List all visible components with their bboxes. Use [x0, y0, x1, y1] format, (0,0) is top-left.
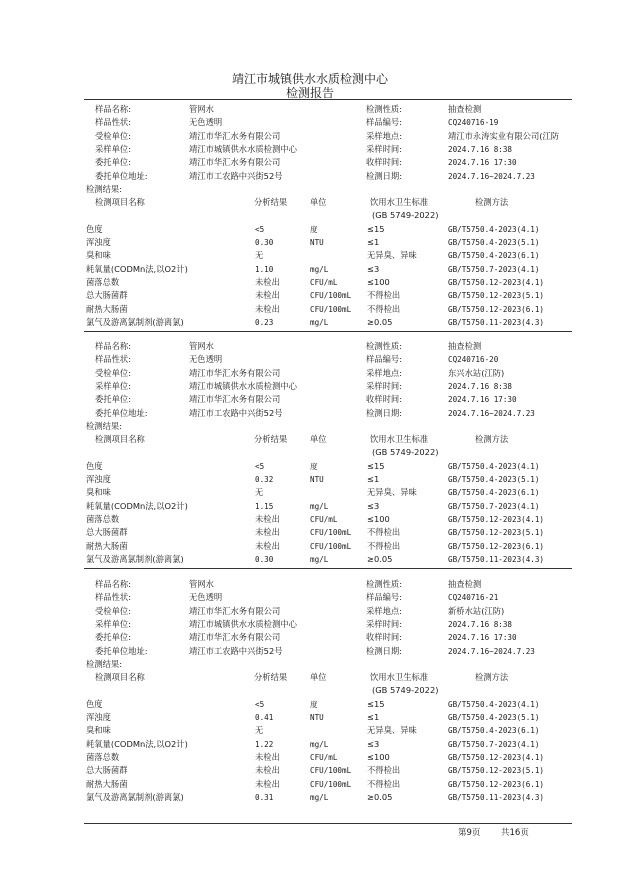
- info-value: 靖江市工农路中兴街52号: [189, 645, 283, 656]
- info-value: 新桥水站(江防): [448, 605, 505, 616]
- table-row: [0, 526, 620, 539]
- cell-item: 总大肠菌群: [86, 290, 128, 301]
- cell-result: 未检出: [255, 303, 280, 314]
- column-header-row: [0, 671, 620, 684]
- table-row: [0, 764, 620, 777]
- info-label: 收样时间:: [366, 394, 402, 405]
- cell-unit: mg/L: [310, 264, 329, 274]
- cell-unit: 度: [310, 461, 318, 471]
- cell-standard: ≥0.05: [367, 553, 393, 564]
- column-header-row-2: [0, 684, 620, 697]
- block-divider: [84, 331, 572, 332]
- cell-result: 0.41: [255, 713, 274, 722]
- info-row-sampler: [0, 143, 620, 156]
- info-value: 无色透明: [189, 354, 223, 365]
- results-label: 检测结果:: [86, 420, 122, 431]
- cell-method: GB/T5750.4-2023(5.1): [448, 238, 540, 247]
- info-label: 采样单位:: [95, 380, 131, 391]
- table-row: [0, 513, 620, 526]
- info-row-client: [0, 631, 620, 644]
- bottom-divider: [84, 823, 572, 824]
- info-value: 2024.7.16~2024.7.23: [448, 408, 535, 418]
- info-row-sample-name: [0, 578, 620, 591]
- info-label: 采样单位:: [95, 143, 131, 154]
- results-label-row: [0, 183, 620, 196]
- cell-method: GB/T5750.4-2023(6.1): [448, 726, 540, 736]
- results-label-row: [0, 658, 620, 671]
- info-label: 委托单位地址:: [95, 170, 148, 181]
- cell-result: 1.15: [255, 501, 274, 511]
- cell-result: 无: [255, 725, 264, 736]
- cell-item: 总大肠菌群: [86, 527, 128, 538]
- info-label: 采样时间:: [366, 618, 402, 629]
- cell-standard: 无异臭、异味: [367, 725, 417, 736]
- info-row-sample-state: [0, 353, 620, 366]
- cell-method: GB/T5750.12-2023(6.1): [448, 304, 545, 314]
- cell-standard: 不得检出: [367, 290, 401, 301]
- cell-result: 未检出: [255, 527, 280, 538]
- results-label: 检测结果:: [86, 658, 122, 669]
- cell-result: 1.22: [255, 739, 274, 749]
- column-header-standard: 饮用水卫生标准: [370, 197, 429, 208]
- cell-item: 色度: [86, 223, 103, 234]
- table-row: [0, 316, 620, 329]
- column-header-row: [0, 196, 620, 209]
- info-row-receiver: [0, 367, 620, 380]
- info-value: 2024.7.16 8:38: [448, 619, 513, 629]
- cell-standard: 无异臭、异味: [367, 250, 417, 261]
- info-label: 样品编号:: [366, 117, 402, 128]
- cell-item: 菌落总数: [86, 513, 120, 524]
- cell-result: 未检出: [255, 751, 280, 762]
- column-header-unit: 单位: [310, 197, 327, 208]
- cell-result: 0.31: [255, 792, 274, 802]
- column-header-result: 分析结果: [254, 197, 288, 208]
- column-header-standard-code: (GB 5749-2022): [372, 447, 439, 458]
- cell-unit: NTU: [310, 713, 324, 722]
- info-label: 样品编号:: [366, 354, 402, 365]
- info-value: 靖江市华汇水务有限公司: [189, 632, 281, 643]
- cell-unit: CFU/100mL: [310, 766, 352, 776]
- top-divider: [84, 99, 572, 100]
- table-row: [0, 698, 620, 711]
- cell-item: 耗氧量(CODMn法,以O2计): [86, 500, 188, 511]
- column-header-item: 检测项目名称: [95, 672, 145, 683]
- report-subtitle: 检测报告: [285, 86, 334, 100]
- table-row: [0, 540, 620, 553]
- cell-result: 0.23: [255, 317, 274, 327]
- info-value: 靖江市城镇供水水质检测中心: [189, 618, 297, 629]
- info-row-sample-name: [0, 340, 620, 353]
- info-row-client: [0, 156, 620, 169]
- cell-result: 1.10: [255, 264, 274, 274]
- table-row: [0, 711, 620, 724]
- cell-standard: 不得检出: [367, 765, 401, 776]
- info-value: 靖江市城镇供水水质检测中心: [189, 380, 297, 391]
- cell-standard: ≤1: [367, 474, 380, 484]
- cell-result: <5: [255, 699, 265, 709]
- cell-result: 未检出: [255, 276, 280, 287]
- info-label: 检测日期:: [366, 407, 402, 418]
- cell-method: GB/T5750.4-2023(4.1): [448, 461, 540, 471]
- column-header-result: 分析结果: [254, 672, 288, 683]
- column-header-result: 分析结果: [254, 434, 288, 445]
- table-row: [0, 738, 620, 751]
- column-header-unit: 单位: [310, 434, 327, 445]
- column-header-method: 检测方法: [475, 672, 509, 683]
- info-value: 靖江市工农路中兴街52号: [189, 170, 283, 181]
- cell-standard: 不得检出: [367, 540, 401, 551]
- column-header-row: [0, 433, 620, 446]
- page-total: 共16页: [501, 828, 529, 838]
- info-row-sample-state: [0, 116, 620, 129]
- cell-item: 耗氧量(CODMn法,以O2计): [86, 738, 188, 749]
- info-label: 收样时间:: [366, 632, 402, 643]
- block-divider: [84, 568, 572, 569]
- column-header-standard-code: (GB 5749-2022): [372, 685, 439, 696]
- cell-item: 浑浊度: [86, 237, 111, 247]
- cell-unit: NTU: [310, 475, 324, 484]
- cell-standard: ≤100: [367, 276, 390, 287]
- cell-item: 耐热大肠菌: [86, 778, 128, 789]
- info-label: 采样单位:: [95, 618, 131, 629]
- column-header-row-2: [0, 446, 620, 459]
- info-row-client-addr: [0, 170, 620, 183]
- table-row: [0, 460, 620, 473]
- info-value: 管网水: [189, 341, 214, 351]
- cell-result: <5: [255, 224, 265, 234]
- table-row: [0, 751, 620, 764]
- cell-method: GB/T5750.4-2023(5.1): [448, 475, 540, 484]
- cell-method: GB/T5750.12-2023(4.1): [448, 277, 545, 287]
- cell-standard: ≤1: [367, 237, 380, 247]
- results-label-row: [0, 420, 620, 433]
- cell-method: GB/T5750.4-2023(5.1): [448, 713, 540, 722]
- info-label: 委托单位:: [95, 157, 131, 168]
- cell-unit: mg/L: [310, 501, 329, 511]
- column-header-row-2: [0, 209, 620, 222]
- cell-result: 未检出: [255, 540, 280, 551]
- info-label: 检测性质:: [366, 341, 402, 351]
- cell-standard: 不得检出: [367, 303, 401, 314]
- cell-item: 色度: [86, 698, 103, 709]
- cell-method: GB/T5750.7-2023(4.1): [448, 264, 540, 274]
- cell-method: GB/T5750.7-2023(4.1): [448, 501, 540, 511]
- cell-item: 浑浊度: [86, 474, 111, 484]
- report-title: 靖江市城镇供水水质检测中心: [231, 72, 388, 86]
- info-label: 检测性质:: [366, 579, 402, 589]
- cell-unit: CFU/mL: [310, 752, 338, 762]
- info-label: 检测性质:: [366, 104, 402, 114]
- cell-result: 0.30: [255, 238, 274, 247]
- info-value: 靖江市华汇水务有限公司: [189, 394, 281, 405]
- info-value: 靖江市华汇水务有限公司: [189, 605, 281, 616]
- table-row: [0, 791, 620, 804]
- cell-result: 0.30: [255, 554, 274, 564]
- info-label: 委托单位地址:: [95, 407, 148, 418]
- table-row: [0, 500, 620, 513]
- info-label: 样品性状:: [95, 117, 131, 128]
- cell-result: 无: [255, 487, 264, 498]
- cell-standard: ≤3: [367, 738, 380, 749]
- info-label: 采样地点:: [366, 605, 402, 616]
- info-value: 抽查检测: [448, 104, 482, 114]
- cell-standard: ≤15: [367, 460, 385, 471]
- info-value: CQ240716-19: [448, 118, 499, 128]
- column-header-standard: 饮用水卫生标准: [370, 672, 429, 683]
- cell-method: GB/T5750.11-2023(4.3): [448, 317, 545, 327]
- cell-standard: ≤3: [367, 500, 380, 511]
- cell-item: 氯气及游离氯制剂(游离氯): [86, 316, 184, 327]
- table-row: [0, 486, 620, 499]
- cell-result: 无: [255, 250, 264, 261]
- cell-item: 氯气及游离氯制剂(游离氯): [86, 791, 184, 802]
- info-label: 样品编号:: [366, 592, 402, 603]
- info-label: 采样地点:: [366, 367, 402, 378]
- cell-standard: ≤15: [367, 698, 385, 709]
- cell-unit: mg/L: [310, 792, 329, 802]
- cell-standard: ≤3: [367, 263, 380, 274]
- column-header-unit: 单位: [310, 672, 327, 683]
- cell-method: GB/T5750.12-2023(5.1): [448, 766, 545, 776]
- results-label: 检测结果:: [86, 183, 122, 194]
- cell-item: 臭和味: [86, 250, 111, 261]
- info-row-receiver: [0, 130, 620, 143]
- cell-unit: CFU/100mL: [310, 779, 352, 789]
- info-value: 靖江市城镇供水水质检测中心: [189, 143, 297, 154]
- info-value: 靖江市工农路中兴街52号: [189, 407, 283, 418]
- cell-result: 未检出: [255, 765, 280, 776]
- cell-item: 总大肠菌群: [86, 765, 128, 776]
- info-value: CQ240716-20: [448, 355, 499, 365]
- cell-standard: ≤1: [367, 712, 380, 722]
- info-label: 受检单位:: [95, 367, 131, 378]
- column-header-item: 检测项目名称: [95, 197, 145, 208]
- column-header-standard: 饮用水卫生标准: [370, 434, 429, 445]
- info-value: 靖江市华汇水务有限公司: [189, 157, 281, 168]
- info-label: 检测日期:: [366, 645, 402, 656]
- cell-item: 耗氧量(CODMn法,以O2计): [86, 263, 188, 274]
- info-label: 委托单位:: [95, 394, 131, 405]
- cell-method: GB/T5750.4-2023(6.1): [448, 251, 540, 261]
- cell-standard: 不得检出: [367, 527, 401, 538]
- table-row: [0, 724, 620, 737]
- cell-standard: 不得检出: [367, 778, 401, 789]
- info-label: 样品性状:: [95, 592, 131, 603]
- info-row-client-addr: [0, 645, 620, 658]
- table-row: [0, 236, 620, 249]
- info-row-sampler: [0, 380, 620, 393]
- info-value: CQ240716-21: [448, 593, 499, 603]
- cell-item: 浑浊度: [86, 712, 111, 722]
- cell-standard: 无异臭、异味: [367, 487, 417, 498]
- info-label: 样品名称:: [95, 104, 131, 114]
- cell-unit: CFU/100mL: [310, 304, 352, 314]
- cell-method: GB/T5750.4-2023(4.1): [448, 699, 540, 709]
- table-row: [0, 249, 620, 262]
- cell-standard: ≤100: [367, 751, 390, 762]
- table-row: [0, 223, 620, 236]
- info-label: 样品名称:: [95, 579, 131, 589]
- cell-standard: ≤15: [367, 223, 385, 234]
- info-value: 抽查检测: [448, 579, 482, 589]
- info-label: 采样时间:: [366, 380, 402, 391]
- column-header-item: 检测项目名称: [95, 434, 145, 445]
- info-label: 受检单位:: [95, 605, 131, 616]
- info-value: 管网水: [189, 579, 214, 589]
- info-value: 2024.7.16 8:38: [448, 381, 513, 391]
- cell-item: 色度: [86, 460, 103, 471]
- cell-result: 0.32: [255, 475, 274, 484]
- info-value: 2024.7.16 17:30: [448, 395, 517, 405]
- cell-item: 菌落总数: [86, 276, 120, 287]
- info-label: 委托单位地址:: [95, 645, 148, 656]
- info-label: 受检单位:: [95, 130, 131, 141]
- info-value: 抽查检测: [448, 341, 482, 351]
- cell-method: GB/T5750.12-2023(6.1): [448, 779, 545, 789]
- cell-unit: NTU: [310, 238, 324, 247]
- cell-unit: CFU/100mL: [310, 528, 352, 538]
- info-row-client: [0, 393, 620, 406]
- info-label: 采样地点:: [366, 130, 402, 141]
- cell-result: 未检出: [255, 290, 280, 301]
- cell-unit: CFU/mL: [310, 277, 338, 287]
- cell-unit: 度: [310, 224, 318, 234]
- cell-item: 臭和味: [86, 487, 111, 498]
- cell-item: 臭和味: [86, 725, 111, 736]
- info-row-receiver: [0, 605, 620, 618]
- info-label: 采样时间:: [366, 143, 402, 154]
- table-row: [0, 303, 620, 316]
- info-label: 检测日期:: [366, 170, 402, 181]
- info-row-sampler: [0, 618, 620, 631]
- cell-unit: CFU/100mL: [310, 291, 352, 301]
- cell-method: GB/T5750.12-2023(6.1): [448, 541, 545, 551]
- info-row-sample-name: [0, 103, 620, 116]
- info-row-client-addr: [0, 407, 620, 420]
- table-row: [0, 276, 620, 289]
- table-row: [0, 263, 620, 276]
- info-value: 靖江市华汇水务有限公司: [189, 130, 281, 141]
- cell-unit: mg/L: [310, 317, 329, 327]
- info-value: 靖江市华汇水务有限公司: [189, 367, 281, 378]
- cell-result: 未检出: [255, 778, 280, 789]
- cell-method: GB/T5750.12-2023(4.1): [448, 514, 545, 524]
- cell-unit: mg/L: [310, 554, 329, 564]
- info-value: 2024.7.16~2024.7.23: [448, 646, 535, 656]
- cell-method: GB/T5750.4-2023(4.1): [448, 224, 540, 234]
- info-value: 东兴水站(江防): [448, 367, 505, 378]
- cell-method: GB/T5750.12-2023(5.1): [448, 528, 545, 538]
- info-label: 委托单位:: [95, 632, 131, 643]
- cell-method: GB/T5750.11-2023(4.3): [448, 792, 545, 802]
- cell-unit: mg/L: [310, 739, 329, 749]
- info-label: 样品性状:: [95, 354, 131, 365]
- info-value: 2024.7.16 8:38: [448, 144, 513, 154]
- info-value: 无色透明: [189, 117, 223, 128]
- cell-method: GB/T5750.7-2023(4.1): [448, 739, 540, 749]
- cell-item: 耐热大肠菌: [86, 303, 128, 314]
- cell-item: 菌落总数: [86, 751, 120, 762]
- info-value: 靖江市永涛实业有限公司(江防: [448, 130, 560, 141]
- cell-result: 未检出: [255, 513, 280, 524]
- info-value: 2024.7.16 17:30: [448, 158, 517, 168]
- cell-method: GB/T5750.12-2023(4.1): [448, 752, 545, 762]
- cell-standard: ≥0.05: [367, 316, 393, 327]
- info-value: 2024.7.16 17:30: [448, 633, 517, 643]
- info-value: 无色透明: [189, 592, 223, 603]
- column-header-method: 检测方法: [475, 434, 509, 445]
- cell-method: GB/T5750.11-2023(4.3): [448, 554, 545, 564]
- cell-item: 耐热大肠菌: [86, 540, 128, 551]
- cell-standard: ≤100: [367, 513, 390, 524]
- cell-standard: ≥0.05: [367, 791, 393, 802]
- info-value: 2024.7.16~2024.7.23: [448, 171, 535, 181]
- info-label: 收样时间:: [366, 157, 402, 168]
- table-row: [0, 553, 620, 566]
- info-row-sample-state: [0, 591, 620, 604]
- cell-method: GB/T5750.12-2023(5.1): [448, 291, 545, 301]
- column-header-method: 检测方法: [475, 197, 509, 208]
- page-number: 第9页: [458, 828, 481, 838]
- cell-unit: CFU/100mL: [310, 541, 352, 551]
- info-label: 样品名称:: [95, 341, 131, 351]
- table-row: [0, 289, 620, 302]
- table-row: [0, 778, 620, 791]
- cell-unit: CFU/mL: [310, 514, 338, 524]
- table-row: [0, 473, 620, 486]
- cell-method: GB/T5750.4-2023(6.1): [448, 488, 540, 498]
- cell-unit: 度: [310, 699, 318, 709]
- cell-item: 氯气及游离氯制剂(游离氯): [86, 553, 184, 564]
- column-header-standard-code: (GB 5749-2022): [372, 210, 439, 221]
- info-value: 管网水: [189, 104, 214, 114]
- cell-result: <5: [255, 461, 265, 471]
